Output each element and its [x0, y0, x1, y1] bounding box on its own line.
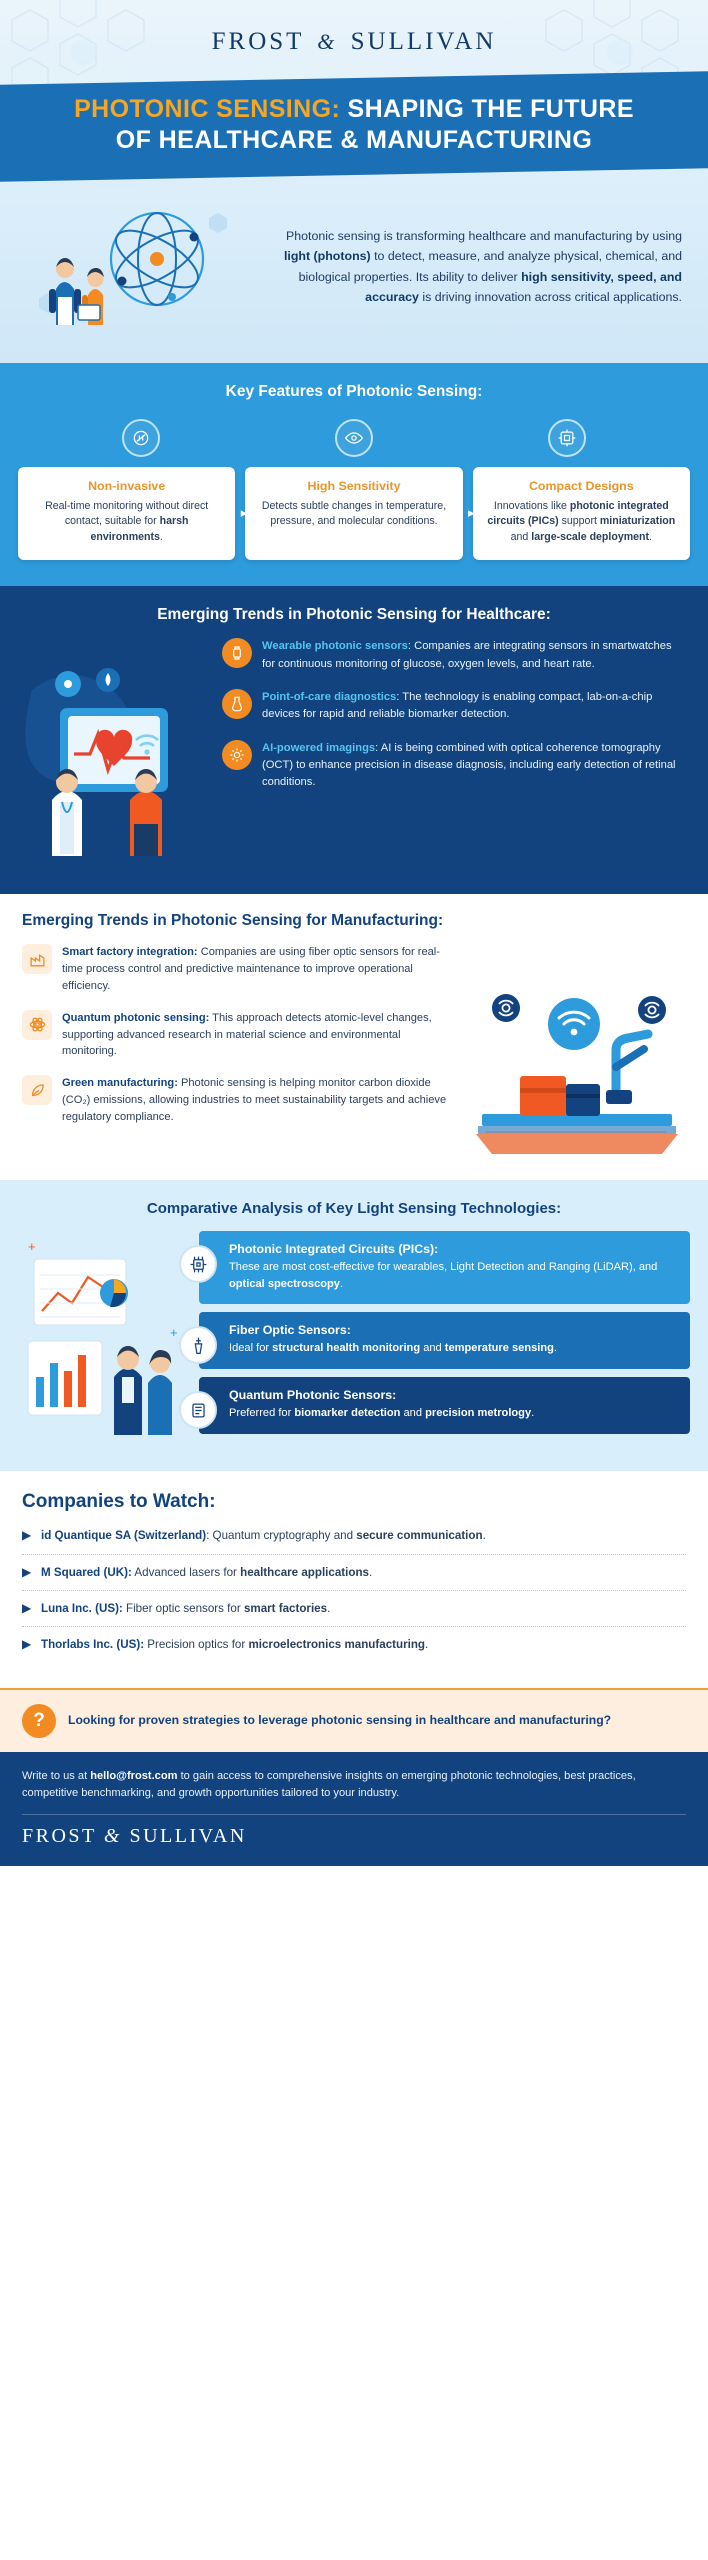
footer-logo-sullivan: SULLIVAN	[129, 1825, 247, 1848]
comparative-text-2-a: Ideal for	[229, 1342, 273, 1355]
feature-card-high-sensitivity	[245, 467, 475, 561]
comparative-text-3	[229, 1405, 678, 1422]
fiber-optic-icon	[179, 1326, 217, 1364]
manufacturing-lead-2: Quantum photonic sensing:	[62, 1011, 210, 1024]
smart-factory-illustration	[466, 944, 686, 1162]
chevron-right-icon: ▸	[240, 505, 248, 521]
feature-text-3	[483, 499, 680, 547]
factory-icon	[22, 944, 52, 974]
feature-text-3-c: and	[510, 531, 532, 544]
company-item-3	[22, 1600, 686, 1627]
svg-text:+: +	[170, 1325, 178, 1341]
company-item-1	[22, 1527, 686, 1554]
healthcare-trends-section	[0, 586, 708, 894]
company-desc-1-a: : Quantum cryptography and	[206, 1529, 357, 1543]
feature-card-compact-designs	[473, 467, 690, 561]
company-desc-4-a: Precision optics for	[144, 1638, 249, 1652]
comparative-text-3-a: Preferred for	[229, 1407, 295, 1420]
comparative-text-3-b: and	[400, 1407, 426, 1420]
manufacturing-text-2: This approach detects atomic-level changes, supporting advanced research in material science and environmental monitoring.	[62, 1011, 432, 1058]
company-desc-2-bold: healthcare applications	[240, 1565, 369, 1579]
wearable-sensor-icon	[222, 638, 252, 668]
manufacturing-trend-item-2	[22, 1010, 458, 1061]
key-features-cards	[18, 467, 690, 561]
key-features-section	[0, 363, 708, 587]
manufacturing-trends-list	[22, 944, 458, 1162]
company-item-2	[22, 1564, 686, 1591]
intro-text-2: to detect, measure, and analyze physical, chemical, and biological properties. Its ability to deliver	[298, 249, 682, 284]
comparative-text-3-bold: biomarker detection	[294, 1407, 401, 1420]
company-name-3: Luna Inc. (US):	[41, 1601, 123, 1615]
company-desc-1-bold: secure communication	[356, 1529, 483, 1543]
page-title-part1: PHOTONIC SENSING:	[74, 95, 341, 123]
intro-text-1: Photonic sensing is transforming healthcare and manufacturing by using	[285, 229, 682, 244]
cta-banner	[0, 1688, 708, 1752]
logo-frost: FROST	[211, 28, 304, 55]
healthcare-trends-list	[222, 638, 686, 808]
footer-logo-ampersand: &	[103, 1825, 122, 1848]
feature-title-1: Non-invasive	[88, 478, 166, 493]
footer-text-b: to gain access to comprehensive insights on emerging photonic technologies, best practices, competitive benchmarking, and growth opportunities tailored to your industry.	[22, 1769, 636, 1799]
page-title-part2: SHAPING THE FUTURE	[340, 95, 634, 123]
intro-bold-1: light (photons)	[283, 249, 371, 264]
triangle-bullet-icon-2: ▶	[22, 1564, 32, 1579]
analytics-illustration	[18, 1231, 193, 1447]
comparative-text-3-bold2: precision metrology	[425, 1407, 532, 1420]
comparative-text-2-bold: structural health monitoring	[272, 1342, 421, 1355]
comparative-title-3: Quantum Photonic Sensors:	[229, 1388, 397, 1403]
scientist-atom-illustration	[22, 197, 247, 337]
brand-logo	[0, 28, 708, 56]
healthcare-trend-item-2	[222, 689, 686, 724]
company-name-4: Thorlabs Inc. (US):	[41, 1638, 145, 1652]
footer-section	[0, 1752, 708, 1866]
svg-text:+: +	[28, 1239, 36, 1255]
feature-text-1	[28, 499, 225, 547]
manufacturing-text-3: Photonic sensing is helping monitor carbon dioxide (CO₂) emissions, allowing industries to meet sustainability targets and achieve regulatory compliance.	[62, 1077, 447, 1124]
company-item-4	[22, 1636, 686, 1662]
feature-text-3-d: .	[649, 531, 652, 544]
page-title	[30, 94, 678, 157]
healthcare-illustration	[22, 638, 212, 870]
comparative-text-2	[229, 1340, 678, 1357]
triangle-bullet-icon-3: ▶	[22, 1600, 32, 1615]
feature-card-non-invasive	[18, 467, 248, 561]
comparative-text-1-b: .	[339, 1277, 344, 1290]
manufacturing-trends-section	[0, 894, 708, 1180]
comparative-card-pics	[199, 1231, 690, 1304]
footer-divider	[22, 1814, 686, 1815]
manufacturing-trends-heading: Emerging Trends in Photonic Sensing for Manufacturing:	[22, 912, 444, 930]
key-features-heading: Key Features of Photonic Sensing:	[225, 382, 483, 400]
intro-text-3: is driving innovation across critical applications.	[418, 289, 682, 304]
healthcare-lead-1: Wearable photonic sensors	[262, 640, 408, 653]
company-desc-2-b: .	[368, 1565, 373, 1579]
comparative-text-1-bold: optical spectroscopy	[229, 1277, 340, 1290]
footer-logo	[22, 1825, 686, 1848]
chevron-right-icon-2: ▸	[468, 505, 475, 521]
healthcare-text-2: : The technology is enabling compact, lab-on-a-chip devices for rapid and reliable biomarker detection.	[262, 690, 653, 721]
logo-sullivan: SULLIVAN	[350, 28, 497, 55]
comparative-text-2-c: .	[553, 1342, 558, 1355]
company-desc-1-b: .	[482, 1529, 486, 1543]
quantum-sensor-icon	[179, 1391, 217, 1429]
pic-chip-icon	[179, 1245, 217, 1283]
company-desc-2-a: Advanced lasers for	[131, 1565, 241, 1579]
healthcare-lead-2: Point-of-care diagnostics	[262, 690, 397, 703]
companies-to-watch-section	[0, 1471, 708, 1688]
manufacturing-trend-item-3	[22, 1075, 458, 1126]
company-desc-4-b: .	[424, 1638, 429, 1652]
comparative-cards	[199, 1231, 690, 1447]
manufacturing-lead-1: Smart factory integration:	[62, 946, 198, 959]
company-desc-3-a: Fiber optic sensors for	[122, 1601, 244, 1615]
key-features-icon-row	[18, 407, 690, 457]
header-section	[0, 0, 708, 363]
footer-text	[22, 1768, 686, 1802]
healthcare-text-1: : Companies are integrating sensors in smartwatches for continuous monitoring of glucose, oxygen levels, and heart rate.	[262, 640, 672, 670]
quantum-icon	[22, 1010, 52, 1040]
comparative-heading: Comparative Analysis of Key Light Sensing Technologies:	[146, 1200, 562, 1218]
company-desc-3-bold: smart factories	[243, 1601, 328, 1615]
company-desc-3-b: .	[327, 1601, 331, 1615]
manufacturing-lead-3: Green manufacturing:	[62, 1077, 178, 1090]
ai-imaging-icon	[222, 740, 252, 770]
feature-text-1-bold: harsh environments	[90, 515, 189, 544]
comparative-text-1-a: These are most cost-effective for wearables, Light Detection and Ranging (LiDAR), and	[229, 1261, 658, 1274]
healthcare-trend-item-1	[222, 638, 686, 673]
footer-email[interactable]: hello@frost.com	[90, 1769, 178, 1782]
healthcare-trend-item-3	[222, 740, 686, 792]
feature-text-3-bold3: large-scale deployment	[531, 531, 650, 544]
feature-text-3-bold: photonic integrated circuits (PICs)	[487, 499, 669, 528]
comparative-card-fiber	[199, 1312, 690, 1369]
manufacturing-trend-item-1	[22, 944, 458, 995]
chip-compact-icon	[548, 419, 586, 457]
manufacturing-text-1: Companies are using fiber optic sensors for real-time process control and predictive maintenance to improve operational efficiency.	[62, 946, 440, 992]
companies-heading: Companies to Watch:	[22, 1491, 216, 1513]
comparative-analysis-section	[0, 1180, 708, 1471]
comparative-title-2: Fiber Optic Sensors:	[229, 1323, 351, 1338]
feature-title-2: High Sensitivity	[307, 478, 401, 493]
non-invasive-icon	[122, 419, 160, 457]
comparative-text-2-b: and	[420, 1342, 445, 1355]
page-title-part3: OF HEALTHCARE & MANUFACTURING	[115, 126, 593, 155]
feature-text-3-b: support	[558, 515, 600, 528]
feature-text-1-a: Real-time monitoring without direct contact, suitable for	[45, 499, 209, 528]
feature-title-3: Compact Designs	[528, 478, 634, 493]
triangle-bullet-icon: ▶	[22, 1528, 32, 1543]
comparative-card-quantum	[199, 1377, 690, 1434]
cta-text: Looking for proven strategies to leverage photonic sensing in healthcare and manufacturing?	[68, 1712, 612, 1727]
logo-ampersand: &	[317, 29, 338, 54]
feature-text-1-b: .	[159, 531, 163, 544]
healthcare-lead-3: AI-powered imagings	[262, 741, 376, 754]
intro-row	[0, 175, 708, 363]
healthcare-text-3: : AI is being combined with optical coherence tomography (OCT) to enhance precision in disease diagnosis, including early detection of retinal conditions.	[262, 741, 676, 789]
comparative-text-2-bold2: temperature sensing	[444, 1342, 554, 1355]
comparative-text-1	[229, 1259, 678, 1292]
feature-text-2: Detects subtle changes in temperature, pressure, and molecular conditions.	[261, 499, 447, 528]
healthcare-trends-heading: Emerging Trends in Photonic Sensing for Healthcare:	[157, 606, 551, 624]
question-mark-icon: ?	[22, 1704, 56, 1738]
eye-sensitivity-icon	[335, 419, 373, 457]
footer-logo-frost: FROST	[22, 1825, 97, 1848]
feature-text-3-bold2: miniaturization	[599, 515, 676, 528]
company-desc-4-bold: microelectronics manufacturing	[248, 1638, 425, 1652]
diagnostics-icon	[222, 689, 252, 719]
intro-bold-2: high sensitivity, speed, and accuracy	[365, 269, 682, 304]
footer-text-a: Write to us at	[22, 1769, 91, 1782]
title-banner	[0, 71, 708, 181]
intro-paragraph	[261, 226, 682, 306]
company-name-2: M Squared (UK):	[41, 1565, 132, 1579]
green-leaf-icon	[22, 1075, 52, 1105]
company-name-1: id Quantique SA (Switzerland)	[41, 1529, 207, 1543]
comparative-text-3-c: .	[531, 1407, 535, 1420]
comparative-title-1: Photonic Integrated Circuits (PICs):	[229, 1242, 439, 1257]
feature-text-3-a: Innovations like	[493, 499, 570, 512]
triangle-bullet-icon-4: ▶	[22, 1637, 32, 1652]
